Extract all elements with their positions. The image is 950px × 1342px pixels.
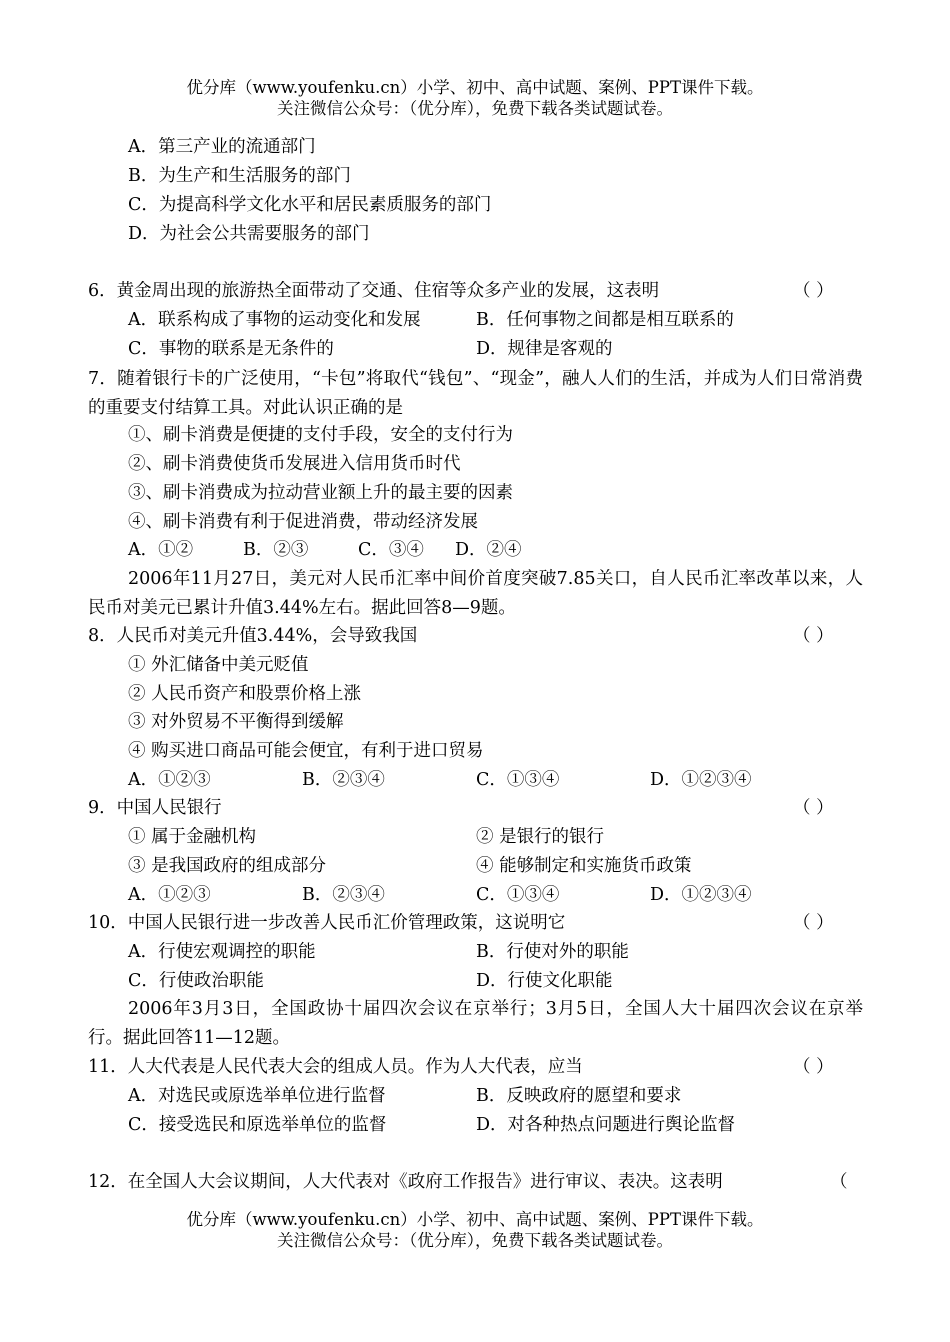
q6-option-c: C．事物的联系是无条件的 [128,339,334,359]
q6-option-a: A．联系构成了事物的运动变化和发展 [128,310,421,330]
q8-option-c: C．①③④ [476,770,560,790]
q9-stem: 9．中国人民银行 [88,798,222,818]
q7-option-d: D．②④ [455,540,522,560]
q12-answer-paren: （ [830,1172,848,1192]
q9-statement-1: ① 属于金融机构 [128,827,257,847]
q9-statement-3: ③ 是我国政府的组成部分 [128,856,327,876]
q9-option-a: A．①②③ [128,885,211,905]
q7-option-c: C．③④ [358,540,424,560]
page-header-line1: 优分库（www.youfenku.cn）小学、初中、高中试题、案例、PPT课件下载。 [186,78,764,97]
q9-option-d: D．①②③④ [650,885,752,905]
q11-answer-paren: （ ） [793,1057,834,1077]
q7-statement-1: ①、刷卡消费是便捷的支付手段，安全的支付行为 [128,425,513,445]
page-footer-line2: 关注微信公众号：（优分库），免费下载各类试题试卷。 [277,1231,673,1250]
q7-stem: 7．随着银行卡的广泛使用，“卡包”将取代“钱包”、“现金”，融人人们的生活，并成为人们日常消费的重要支付结算工具。对此认识正确的是 [88,369,863,418]
q10-option-b: B．行使对外的职能 [476,942,629,962]
material-8-9-text: 2006年11月27日，美元对人民币汇率中间价首度突破7.85关口，自人民币汇率改革以来，人民币对美元已累计升值3.44%左右。据此回答8—9题。 [88,569,863,618]
q9-option-c: C．①③④ [476,885,560,905]
q6-option-b: B．任何事物之间都是相互联系的 [476,310,734,330]
q7-option-b: B．②③ [243,540,309,560]
q9-option-b: B．②③④ [302,885,385,905]
q10-answer-paren: （ ） [793,913,834,933]
q5-option-a: A．第三产业的流通部门 [128,137,316,157]
q8-statement-2: ② 人民币资产和股票价格上涨 [128,684,362,704]
material-11-12 [88,995,863,1053]
q11-option-c: C．接受选民和原选举单位的监督 [128,1115,387,1135]
q6-stem: 6．黄金周出现的旅游热全面带动了交通、住宿等众多产业的发展，这表明 [88,281,660,301]
q8-stem: 8．人民币对美元升值3.44%，会导致我国 [88,626,418,646]
page-footer-line1: 优分库（www.youfenku.cn）小学、初中、高中试题、案例、PPT课件下载。 [186,1210,764,1229]
q7-statement-3: ③、刷卡消费成为拉动营业额上升的最主要的因素 [128,483,513,503]
q9-statement-2: ② 是银行的银行 [476,827,605,847]
q10-option-c: C．行使政治职能 [128,971,264,991]
q10-option-d: D．行使文化职能 [476,971,613,991]
q8-statement-1: ① 外汇储备中美元贬值 [128,655,309,675]
q8-option-b: B．②③④ [302,770,385,790]
q9-statement-4: ④ 能够制定和实施货币政策 [476,856,692,876]
q8-option-d: D．①②③④ [650,770,752,790]
q8-option-a: A．①②③ [128,770,211,790]
q10-stem: 10．中国人民银行进一步改善人民币汇价管理政策，这说明它 [88,913,566,933]
q11-option-d: D．对各种热点问题进行舆论监督 [476,1115,736,1135]
page-header-line2: 关注微信公众号：（优分库），免费下载各类试题试卷。 [277,99,673,118]
q12-stem: 12．在全国人大会议期间，人大代表对《政府工作报告》进行审议、表决。这表明 [88,1172,723,1192]
q11-option-b: B．反映政府的愿望和要求 [476,1086,682,1106]
q5-option-c: C．为提高科学文化水平和居民素质服务的部门 [128,195,492,215]
q5-option-d: D．为社会公共需要服务的部门 [128,224,370,244]
q10-option-a: A．行使宏观调控的职能 [128,942,316,962]
q11-option-a: A．对选民或原选举单位进行监督 [128,1086,386,1106]
q7-statement-2: ②、刷卡消费使货币发展进入信用货币时代 [128,454,461,474]
q9-answer-paren: （ ） [793,798,834,818]
q6-answer-paren: （ ） [793,281,834,301]
q7-statement-4: ④、刷卡消费有利于促进消费，带动经济发展 [128,512,478,532]
q7-option-a: A．①② [128,540,194,560]
q8-answer-paren: （ ） [793,626,834,646]
q6-option-d: D．规律是客观的 [476,339,613,359]
q8-statement-3: ③ 对外贸易不平衡得到缓解 [128,712,344,732]
material-8-9 [88,565,863,623]
material-11-12-text: 2006年3月3日，全国政协十届四次会议在京举行；3月5日，全国人大十届四次会议在京举行。据此回答11—12题。 [88,999,863,1048]
q11-stem: 11．人大代表是人民代表大会的组成人员。作为人大代表，应当 [88,1057,583,1077]
q5-option-b: B．为生产和生活服务的部门 [128,166,351,186]
q8-statement-4: ④ 购买进口商品可能会便宜，有利于进口贸易 [128,741,484,761]
